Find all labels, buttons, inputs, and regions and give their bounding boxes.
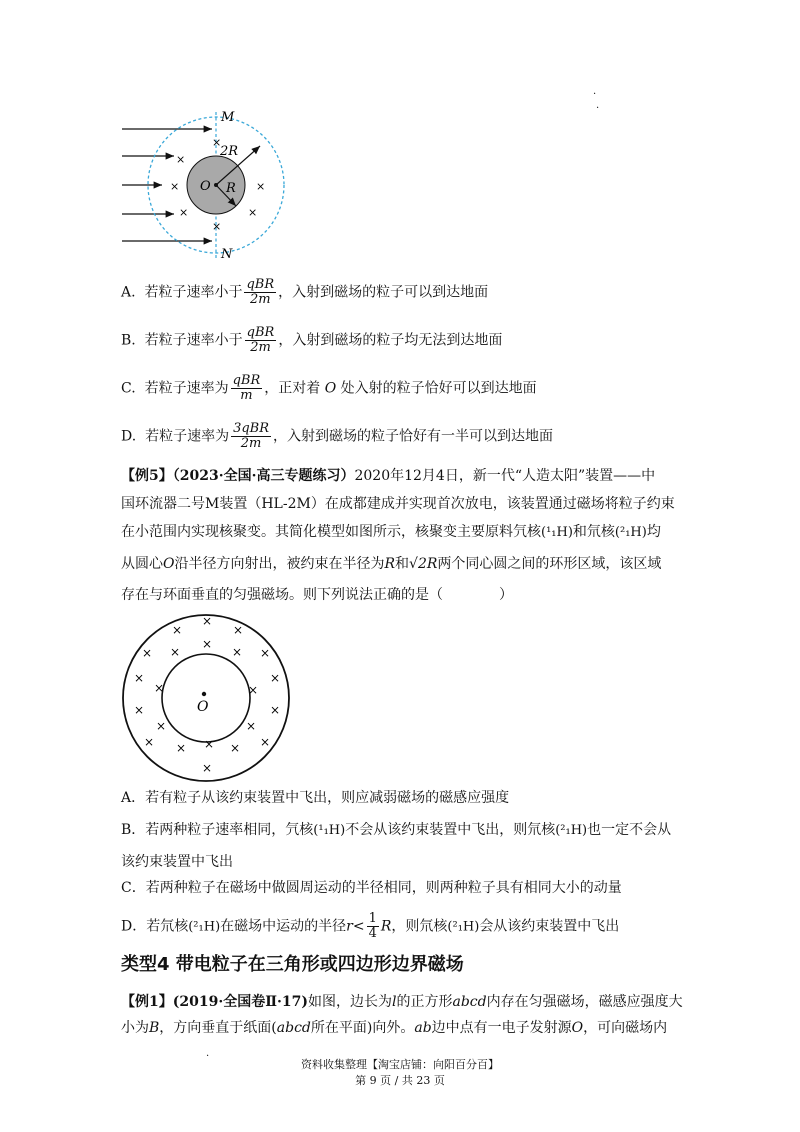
option-text: 若粒子速率小于 (144, 332, 243, 349)
nuclide-h1: (¹₁H) (313, 823, 346, 838)
decor-dot: . (593, 86, 597, 97)
field-cross: × (176, 741, 187, 755)
frac-den: 4 (368, 926, 377, 941)
option-prefix: C. (121, 380, 136, 397)
field-cross: × (270, 671, 281, 685)
section-heading: 类型4 带电粒子在三角形或四边形边界磁场 (121, 954, 464, 975)
ex5-option-b-line1 (121, 820, 671, 841)
option-text: ，入射到磁场的粒子可以到达地面 (278, 284, 489, 301)
nuclide-h2: (²₁H) (555, 823, 588, 838)
field-cross: × (202, 637, 213, 651)
field-cross: × (212, 220, 222, 233)
nuclide-h2: (²₁H) (188, 919, 221, 935)
option-text: 若粒子速率小于 (144, 284, 243, 301)
field-cross: × (248, 683, 259, 697)
var-r: R (384, 556, 396, 572)
label-n: N (221, 247, 233, 262)
ex5-option-c (121, 878, 622, 898)
option-c-prev (121, 374, 537, 403)
field-cross: × (144, 735, 155, 749)
var-abcd: abcd (276, 1020, 311, 1036)
text: 沿半径方向射出，被约束在半径为 (174, 556, 385, 572)
option-prefix: A. (121, 284, 136, 301)
label-2r: 2R (220, 144, 239, 159)
field-cross: × (154, 681, 165, 695)
var-r: R (380, 918, 392, 935)
text: 均 (646, 524, 661, 540)
example-source: （2023·全国·高三专题练习） (172, 468, 355, 484)
nuclide-h2: (²₁H) (447, 919, 480, 935)
field-cross: × (170, 180, 180, 193)
label-r: R (226, 181, 236, 196)
ex5-line-5 (121, 585, 513, 605)
text: 2020年12月4日，新一代“人造太阳”装置——中 (354, 468, 656, 484)
option-text: D．若氘核 (121, 918, 189, 935)
label-o: O (200, 179, 211, 194)
nuclide-h2: (²₁H) (614, 525, 647, 540)
ex5-line-1 (121, 466, 655, 486)
var-l: l (392, 994, 397, 1010)
text: 存在与环面垂直的匀强磁场。则下列说法正确的是（ ） (121, 587, 513, 603)
fraction (231, 374, 263, 403)
decor-dot: . (596, 100, 600, 111)
example-tag: 【例5】 (121, 468, 173, 484)
field-cross: × (142, 646, 153, 660)
figure-annular-field (120, 612, 292, 784)
text: ，可向磁场内 (583, 1020, 668, 1036)
option-b-prev (121, 326, 502, 355)
nuclide-h1: (¹₁H) (541, 525, 573, 540)
fraction (367, 912, 379, 941)
frac-den: 2m (240, 436, 262, 451)
var-o: O (324, 380, 337, 397)
frac-num: qBR (246, 325, 275, 340)
option-text: 该约束装置中飞出 (121, 854, 233, 870)
ex5-line-4 (121, 554, 661, 574)
option-text: 处入射的粒子恰好可以到达地面 (340, 380, 537, 397)
field-cross: × (170, 645, 181, 659)
option-a-prev (121, 278, 488, 307)
field-cross: × (156, 719, 167, 733)
var-b: B (149, 1020, 160, 1036)
field-cross: × (246, 719, 257, 733)
field-cross: × (260, 735, 271, 749)
option-d-prev (121, 422, 553, 451)
figure-magnetic-shield (120, 108, 300, 263)
ex5-option-b-line2 (121, 852, 233, 872)
ex5-option-a (121, 788, 509, 808)
ex5-option-d (121, 912, 619, 941)
option-prefix: B. (121, 332, 136, 349)
footer-source: 资料收集整理【淘宝店铺：向阳百分百】 (301, 1058, 499, 1071)
option-text: ，入射到磁场的粒子均无法到达地面 (278, 332, 503, 349)
field-cross: × (230, 741, 241, 755)
var-o: O (571, 1020, 584, 1036)
ex1-line-1 (121, 992, 683, 1012)
text: 和氘核 (572, 524, 615, 540)
field-cross: × (202, 761, 213, 775)
field-cross: × (232, 645, 243, 659)
ex5-line-2 (121, 494, 675, 514)
field-cross: × (256, 180, 266, 193)
text: 如图，边长为 (308, 994, 392, 1010)
option-text: ，入射到磁场的粒子恰好有一半可以到达地面 (273, 428, 554, 445)
text: 内存在匀强磁场，磁感应强度大 (486, 994, 683, 1010)
fraction (245, 326, 277, 355)
option-text: B．若两种粒子速率相同，氕核 (121, 822, 314, 838)
text: 小为 (121, 1020, 149, 1036)
text: 在小范围内实现核聚变。其简化模型如图所示，核聚变主要原料氕核 (121, 524, 541, 540)
text: 两个同心圆之间的环形区域，该区域 (437, 556, 662, 572)
option-prefix: D. (121, 428, 137, 445)
frac-num: 3qBR (233, 421, 270, 436)
example-tag: 【例1】 (121, 994, 173, 1010)
field-cross: × (204, 737, 215, 751)
text: 的正方形 (396, 994, 453, 1010)
option-text: 不会从该约束装置中飞出，则氘核 (345, 822, 556, 838)
field-cross: × (260, 646, 271, 660)
center-dot (202, 692, 206, 696)
ex1-line-2 (121, 1018, 667, 1038)
option-text: C．若两种粒子在磁场中做圆周运动的半径相同，则两种粒子具有相同大小的动量 (121, 880, 622, 896)
text: ，方向垂直于纸面( (159, 1020, 277, 1036)
frac-den: 2m (250, 292, 271, 307)
text: 从圆心 (121, 556, 163, 572)
field-cross: × (202, 614, 213, 628)
field-cross: × (172, 623, 183, 637)
var-r: r (346, 918, 353, 935)
var-ab: ab (414, 1020, 432, 1036)
option-text: 会从该约束装置中飞出 (479, 918, 620, 935)
frac-den: m (240, 388, 253, 403)
field-cross: × (270, 703, 281, 717)
var-o: O (163, 556, 175, 572)
field-cross: × (212, 136, 222, 149)
option-text: ，则氘核 (391, 918, 448, 935)
text: 边中点有一电子发射源 (431, 1020, 572, 1036)
inner-circle (162, 654, 250, 742)
text: 所在平面)向外。 (310, 1020, 415, 1036)
fraction (244, 278, 276, 307)
field-cross: × (233, 623, 244, 637)
option-text: 若粒子速率为 (144, 380, 229, 397)
ex5-line-3 (121, 522, 661, 543)
frac-num: qBR (246, 277, 275, 292)
field-cross: × (134, 703, 145, 717)
sqrt2r: √2R (409, 556, 438, 572)
frac-num: 1 (368, 911, 377, 926)
field-cross: × (248, 206, 258, 219)
option-text: 也一定不会从 (587, 822, 672, 838)
text: 国环流器二号M装置（HL-2M）在成都建成并实现首次放电，该装置通过磁场将粒子约束 (121, 496, 675, 512)
option-text: 在磁场中运动的半径 (220, 918, 347, 935)
field-cross: × (179, 206, 189, 219)
option-text: ，正对着 (264, 380, 321, 397)
frac-den: 2m (250, 340, 271, 355)
label-m: M (221, 110, 235, 125)
frac-num: qBR (232, 373, 261, 388)
option-text: A．若有粒子从该约束装置中飞出，则应减弱磁场的磁感应强度 (121, 790, 510, 806)
var-abcd: abcd (452, 994, 487, 1010)
field-cross: × (134, 671, 145, 685)
example-source: (2019·全国卷Ⅱ·17) (172, 994, 308, 1010)
less-than: < (352, 918, 365, 935)
fraction (231, 422, 271, 451)
field-cross: × (176, 153, 186, 166)
label-o: O (197, 699, 209, 715)
option-text: 若粒子速率为 (145, 428, 230, 445)
text: 和 (395, 556, 410, 572)
decor-dot: . (206, 1048, 210, 1059)
footer-page-number: 第 9 页 / 共 23 页 (355, 1074, 445, 1087)
